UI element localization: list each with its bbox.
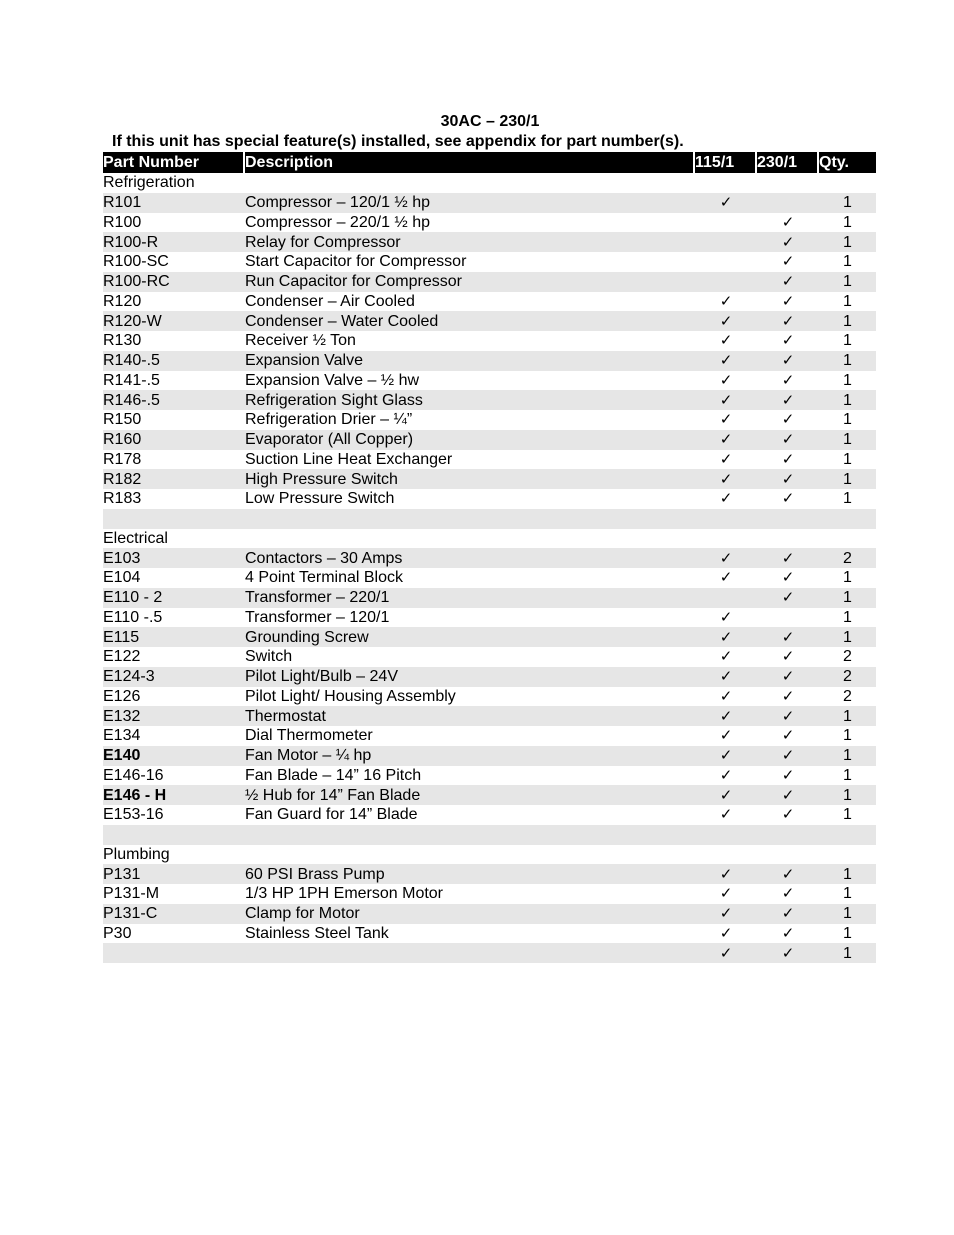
- table-row: [103, 805, 876, 825]
- part-number-cell: P30: [103, 924, 132, 942]
- part-number-cell: [103, 509, 245, 529]
- qty-cell: 1: [819, 864, 876, 884]
- qty-cell: 2: [819, 548, 876, 568]
- part-number-cell: R120: [103, 292, 142, 310]
- check-230-1-cell: [757, 825, 819, 845]
- qty-cell: 1: [843, 569, 852, 587]
- part-number-cell: E140: [103, 746, 245, 766]
- header-part-number: Part Number: [103, 152, 245, 173]
- parts-table: [103, 152, 876, 963]
- part-number-cell: E126: [103, 687, 141, 705]
- part-number-cell: R160: [103, 430, 245, 450]
- appendix-note: If this unit has special feature(s) installed, see appendix for part number(s).: [112, 133, 684, 150]
- description-cell: Expansion Valve: [245, 351, 695, 371]
- description-cell: Transformer – 120/1: [245, 608, 390, 626]
- check-230-1-cell: ✓: [757, 311, 819, 331]
- description-cell: [245, 509, 695, 529]
- check-115-1-cell: ✓: [719, 450, 733, 468]
- part-number-cell: R178: [103, 450, 142, 468]
- check-115-1-cell: [695, 588, 757, 608]
- description-cell: Fan Blade – 14” 16 Pitch: [245, 766, 422, 784]
- qty-cell: 1: [843, 490, 852, 508]
- check-115-1-cell: [695, 252, 757, 272]
- description-cell: Fan Motor – ¼ hp: [245, 746, 695, 766]
- table-header-row: [103, 152, 876, 173]
- qty-cell: 1: [819, 706, 876, 726]
- description-cell: Thermostat: [245, 706, 695, 726]
- check-115-1-cell: [695, 213, 757, 233]
- qty-cell: 1: [843, 766, 852, 784]
- check-230-1-cell: [757, 608, 819, 628]
- table-row: [103, 390, 876, 410]
- check-230-1-cell: ✓: [781, 371, 795, 389]
- table-row: [103, 766, 876, 786]
- part-number-cell: R141-.5: [103, 371, 160, 389]
- check-230-1-cell: ✓: [781, 885, 795, 903]
- part-number-cell: R101: [103, 193, 245, 213]
- check-230-1-cell: ✓: [781, 924, 795, 942]
- check-230-1-cell: ✓: [757, 864, 819, 884]
- description-cell: Start Capacitor for Compressor: [245, 253, 467, 271]
- table-row: [103, 489, 876, 509]
- part-number-cell: [103, 943, 245, 963]
- check-115-1-cell: ✓: [695, 193, 757, 213]
- table-row: [103, 272, 876, 292]
- check-230-1-cell: ✓: [781, 806, 795, 824]
- table-row: [103, 667, 876, 687]
- part-number-cell: R100: [103, 213, 142, 231]
- check-115-1-cell: ✓: [695, 785, 757, 805]
- table-row: [103, 687, 876, 707]
- part-number-cell: E104: [103, 569, 141, 587]
- description-cell: Compressor – 220/1 ½ hp: [245, 213, 430, 231]
- description-cell: Evaporator (All Copper): [245, 430, 695, 450]
- check-115-1-cell: [695, 509, 757, 529]
- description-cell: Refrigeration Sight Glass: [245, 390, 695, 410]
- check-115-1-cell: ✓: [695, 548, 757, 568]
- part-number-cell: E110 -.5: [103, 608, 163, 626]
- check-115-1-cell: ✓: [719, 608, 733, 626]
- check-115-1-cell: ✓: [719, 371, 733, 389]
- qty-cell: 1: [819, 588, 876, 608]
- qty-cell: 1: [843, 371, 852, 389]
- qty-cell: 1: [843, 806, 852, 824]
- table-row: [103, 430, 876, 450]
- description-cell: ½ Hub for 14” Fan Blade: [245, 785, 695, 805]
- section-label: Electrical: [103, 529, 876, 549]
- check-115-1-cell: ✓: [719, 332, 733, 350]
- qty-cell: [819, 509, 876, 529]
- table-row: [103, 193, 876, 213]
- part-number-cell: R120-W: [103, 311, 245, 331]
- description-cell: 4 Point Terminal Block: [245, 569, 403, 587]
- part-number-cell: R100-RC: [103, 272, 245, 292]
- description-cell: Suction Line Heat Exchanger: [245, 450, 453, 468]
- part-number-cell: E134: [103, 727, 141, 745]
- table-row: [103, 292, 876, 312]
- check-230-1-cell: ✓: [757, 746, 819, 766]
- qty-cell: 1: [843, 292, 852, 310]
- qty-cell: 1: [843, 253, 852, 271]
- description-cell: Relay for Compressor: [245, 232, 695, 252]
- header-description: Description: [245, 152, 695, 173]
- check-115-1-cell: [695, 232, 757, 252]
- check-230-1-cell: ✓: [781, 253, 795, 271]
- check-230-1-cell: ✓: [781, 292, 795, 310]
- description-cell: Grounding Screw: [245, 627, 695, 647]
- part-number-cell: R183: [103, 490, 142, 508]
- part-number-cell: E153-16: [103, 806, 164, 824]
- part-number-cell: P131: [103, 864, 245, 884]
- qty-cell: 1: [843, 213, 852, 231]
- check-115-1-cell: ✓: [695, 864, 757, 884]
- section-label: Refrigeration: [103, 173, 876, 193]
- description-cell: Dial Thermometer: [245, 727, 373, 745]
- table-row: [103, 351, 876, 371]
- check-230-1-cell: ✓: [781, 569, 795, 587]
- table-row: [103, 548, 876, 568]
- check-230-1-cell: ✓: [781, 411, 795, 429]
- check-115-1-cell: ✓: [719, 411, 733, 429]
- table-row: [103, 864, 876, 884]
- check-230-1-cell: ✓: [781, 450, 795, 468]
- check-115-1-cell: ✓: [695, 904, 757, 924]
- check-230-1-cell: [757, 509, 819, 529]
- check-230-1-cell: ✓: [781, 490, 795, 508]
- check-230-1-cell: ✓: [757, 430, 819, 450]
- part-number-cell: E103: [103, 548, 245, 568]
- parts-table-body: [103, 173, 876, 963]
- qty-cell: 1: [843, 332, 852, 350]
- part-number-cell: R146-.5: [103, 390, 245, 410]
- table-row: [103, 509, 876, 529]
- part-number-cell: R150: [103, 411, 142, 429]
- qty-cell: 1: [819, 430, 876, 450]
- part-number-cell: E146 - H: [103, 785, 245, 805]
- table-row: [103, 785, 876, 805]
- description-cell: 1/3 HP 1PH Emerson Motor: [245, 885, 444, 903]
- description-cell: Compressor – 120/1 ½ hp: [245, 193, 695, 213]
- part-number-cell: E115: [103, 627, 245, 647]
- check-230-1-cell: ✓: [781, 213, 795, 231]
- check-230-1-cell: ✓: [757, 667, 819, 687]
- header-115-1: 115/1: [695, 152, 757, 173]
- qty-cell: 1: [843, 924, 852, 942]
- table-row: [103, 331, 876, 351]
- description-cell: Expansion Valve – ½ hw: [245, 371, 420, 389]
- qty-cell: 1: [843, 450, 852, 468]
- table-row: [103, 213, 876, 233]
- part-number-cell: P131-M: [103, 885, 160, 903]
- qty-cell: 2: [819, 667, 876, 687]
- qty-cell: 1: [819, 469, 876, 489]
- description-cell: High Pressure Switch: [245, 469, 695, 489]
- table-row: [103, 943, 876, 963]
- qty-cell: 1: [819, 390, 876, 410]
- check-115-1-cell: ✓: [695, 943, 757, 963]
- qty-cell: 1: [843, 608, 852, 626]
- part-number-cell: R100-R: [103, 232, 245, 252]
- check-230-1-cell: ✓: [781, 727, 795, 745]
- table-row: [103, 706, 876, 726]
- table-row: [103, 726, 876, 746]
- description-cell: Switch: [245, 648, 293, 666]
- description-cell: 60 PSI Brass Pump: [245, 864, 695, 884]
- check-230-1-cell: ✓: [781, 332, 795, 350]
- qty-cell: 1: [819, 943, 876, 963]
- qty-cell: 1: [819, 627, 876, 647]
- description-cell: Receiver ½ Ton: [245, 332, 356, 350]
- check-230-1-cell: ✓: [757, 272, 819, 292]
- section-header-row: [103, 529, 876, 549]
- description-cell: Low Pressure Switch: [245, 490, 395, 508]
- description-cell: Transformer – 220/1: [245, 588, 695, 608]
- qty-cell: 1: [819, 351, 876, 371]
- part-number-cell: E122: [103, 648, 141, 666]
- check-230-1-cell: ✓: [757, 904, 819, 924]
- table-row: [103, 825, 876, 845]
- check-115-1-cell: ✓: [719, 727, 733, 745]
- check-115-1-cell: ✓: [695, 469, 757, 489]
- description-cell: Contactors – 30 Amps: [245, 548, 695, 568]
- description-cell: Run Capacitor for Compressor: [245, 272, 695, 292]
- check-230-1-cell: ✓: [757, 232, 819, 252]
- table-row: [103, 371, 876, 391]
- table-row: [103, 469, 876, 489]
- table-row: [103, 232, 876, 252]
- check-230-1-cell: ✓: [757, 469, 819, 489]
- description-cell: [245, 943, 695, 963]
- check-115-1-cell: [695, 825, 757, 845]
- check-115-1-cell: ✓: [719, 806, 733, 824]
- check-230-1-cell: ✓: [757, 351, 819, 371]
- part-number-cell: E110 - 2: [103, 588, 245, 608]
- description-cell: Pilot Light/Bulb – 24V: [245, 667, 695, 687]
- part-number-cell: P131-C: [103, 904, 245, 924]
- table-row: [103, 311, 876, 331]
- check-115-1-cell: ✓: [719, 687, 733, 705]
- table-row: [103, 647, 876, 667]
- check-115-1-cell: ✓: [695, 706, 757, 726]
- description-cell: Fan Guard for 14” Blade: [245, 806, 418, 824]
- header-qty: Qty.: [819, 152, 876, 173]
- check-115-1-cell: ✓: [719, 766, 733, 784]
- check-115-1-cell: ✓: [719, 490, 733, 508]
- table-row: [103, 746, 876, 766]
- description-cell: Pilot Light/ Housing Assembly: [245, 687, 456, 705]
- part-number-cell: E124-3: [103, 667, 245, 687]
- qty-cell: 1: [819, 785, 876, 805]
- qty-cell: 1: [819, 311, 876, 331]
- check-230-1-cell: ✓: [781, 687, 795, 705]
- table-row: [103, 924, 876, 944]
- qty-cell: [819, 825, 876, 845]
- check-230-1-cell: ✓: [781, 766, 795, 784]
- document-title: 30AC – 230/1: [440, 113, 540, 130]
- check-115-1-cell: ✓: [719, 569, 733, 587]
- section-header-row: [103, 845, 876, 865]
- check-115-1-cell: ✓: [719, 292, 733, 310]
- table-row: [103, 252, 876, 272]
- check-115-1-cell: ✓: [695, 667, 757, 687]
- table-row: [103, 904, 876, 924]
- qty-cell: 1: [843, 727, 852, 745]
- qty-cell: 2: [843, 648, 852, 666]
- section-header-row: [103, 173, 876, 193]
- qty-cell: 1: [843, 411, 852, 429]
- qty-cell: 1: [819, 193, 876, 213]
- check-115-1-cell: ✓: [695, 390, 757, 410]
- check-115-1-cell: ✓: [695, 351, 757, 371]
- check-230-1-cell: ✓: [757, 943, 819, 963]
- table-row: [103, 884, 876, 904]
- section-label: Plumbing: [103, 845, 876, 865]
- check-230-1-cell: ✓: [757, 706, 819, 726]
- qty-cell: 2: [843, 687, 852, 705]
- table-row: [103, 608, 876, 628]
- part-number-cell: [103, 825, 245, 845]
- part-number-cell: R100-SC: [103, 253, 169, 271]
- qty-cell: 1: [819, 746, 876, 766]
- description-cell: Clamp for Motor: [245, 904, 695, 924]
- description-cell: Stainless Steel Tank: [245, 924, 389, 942]
- check-230-1-cell: ✓: [757, 785, 819, 805]
- check-115-1-cell: ✓: [719, 648, 733, 666]
- description-cell: Condenser – Air Cooled: [245, 292, 415, 310]
- part-number-cell: R130: [103, 332, 142, 350]
- qty-cell: 1: [819, 232, 876, 252]
- check-230-1-cell: [757, 193, 819, 213]
- check-230-1-cell: ✓: [757, 548, 819, 568]
- check-230-1-cell: ✓: [757, 627, 819, 647]
- check-115-1-cell: ✓: [719, 924, 733, 942]
- part-number-cell: R140-.5: [103, 351, 245, 371]
- check-230-1-cell: ✓: [757, 390, 819, 410]
- description-cell: Refrigeration Drier – ¼”: [245, 411, 413, 429]
- check-230-1-cell: ✓: [757, 588, 819, 608]
- check-115-1-cell: ✓: [695, 746, 757, 766]
- check-115-1-cell: ✓: [695, 627, 757, 647]
- table-row: [103, 627, 876, 647]
- check-115-1-cell: ✓: [719, 885, 733, 903]
- check-230-1-cell: ✓: [781, 648, 795, 666]
- part-number-cell: E132: [103, 706, 245, 726]
- part-number-cell: R182: [103, 469, 245, 489]
- table-row: [103, 588, 876, 608]
- check-115-1-cell: ✓: [695, 311, 757, 331]
- check-115-1-cell: ✓: [695, 430, 757, 450]
- table-row: [103, 410, 876, 430]
- qty-cell: 1: [819, 272, 876, 292]
- description-cell: Condenser – Water Cooled: [245, 311, 695, 331]
- qty-cell: 1: [819, 904, 876, 924]
- qty-cell: 1: [843, 885, 852, 903]
- table-row: [103, 450, 876, 470]
- check-115-1-cell: [695, 272, 757, 292]
- table-row: [103, 568, 876, 588]
- description-cell: [245, 825, 695, 845]
- part-number-cell: E146-16: [103, 766, 164, 784]
- header-230-1: 230/1: [757, 152, 819, 173]
